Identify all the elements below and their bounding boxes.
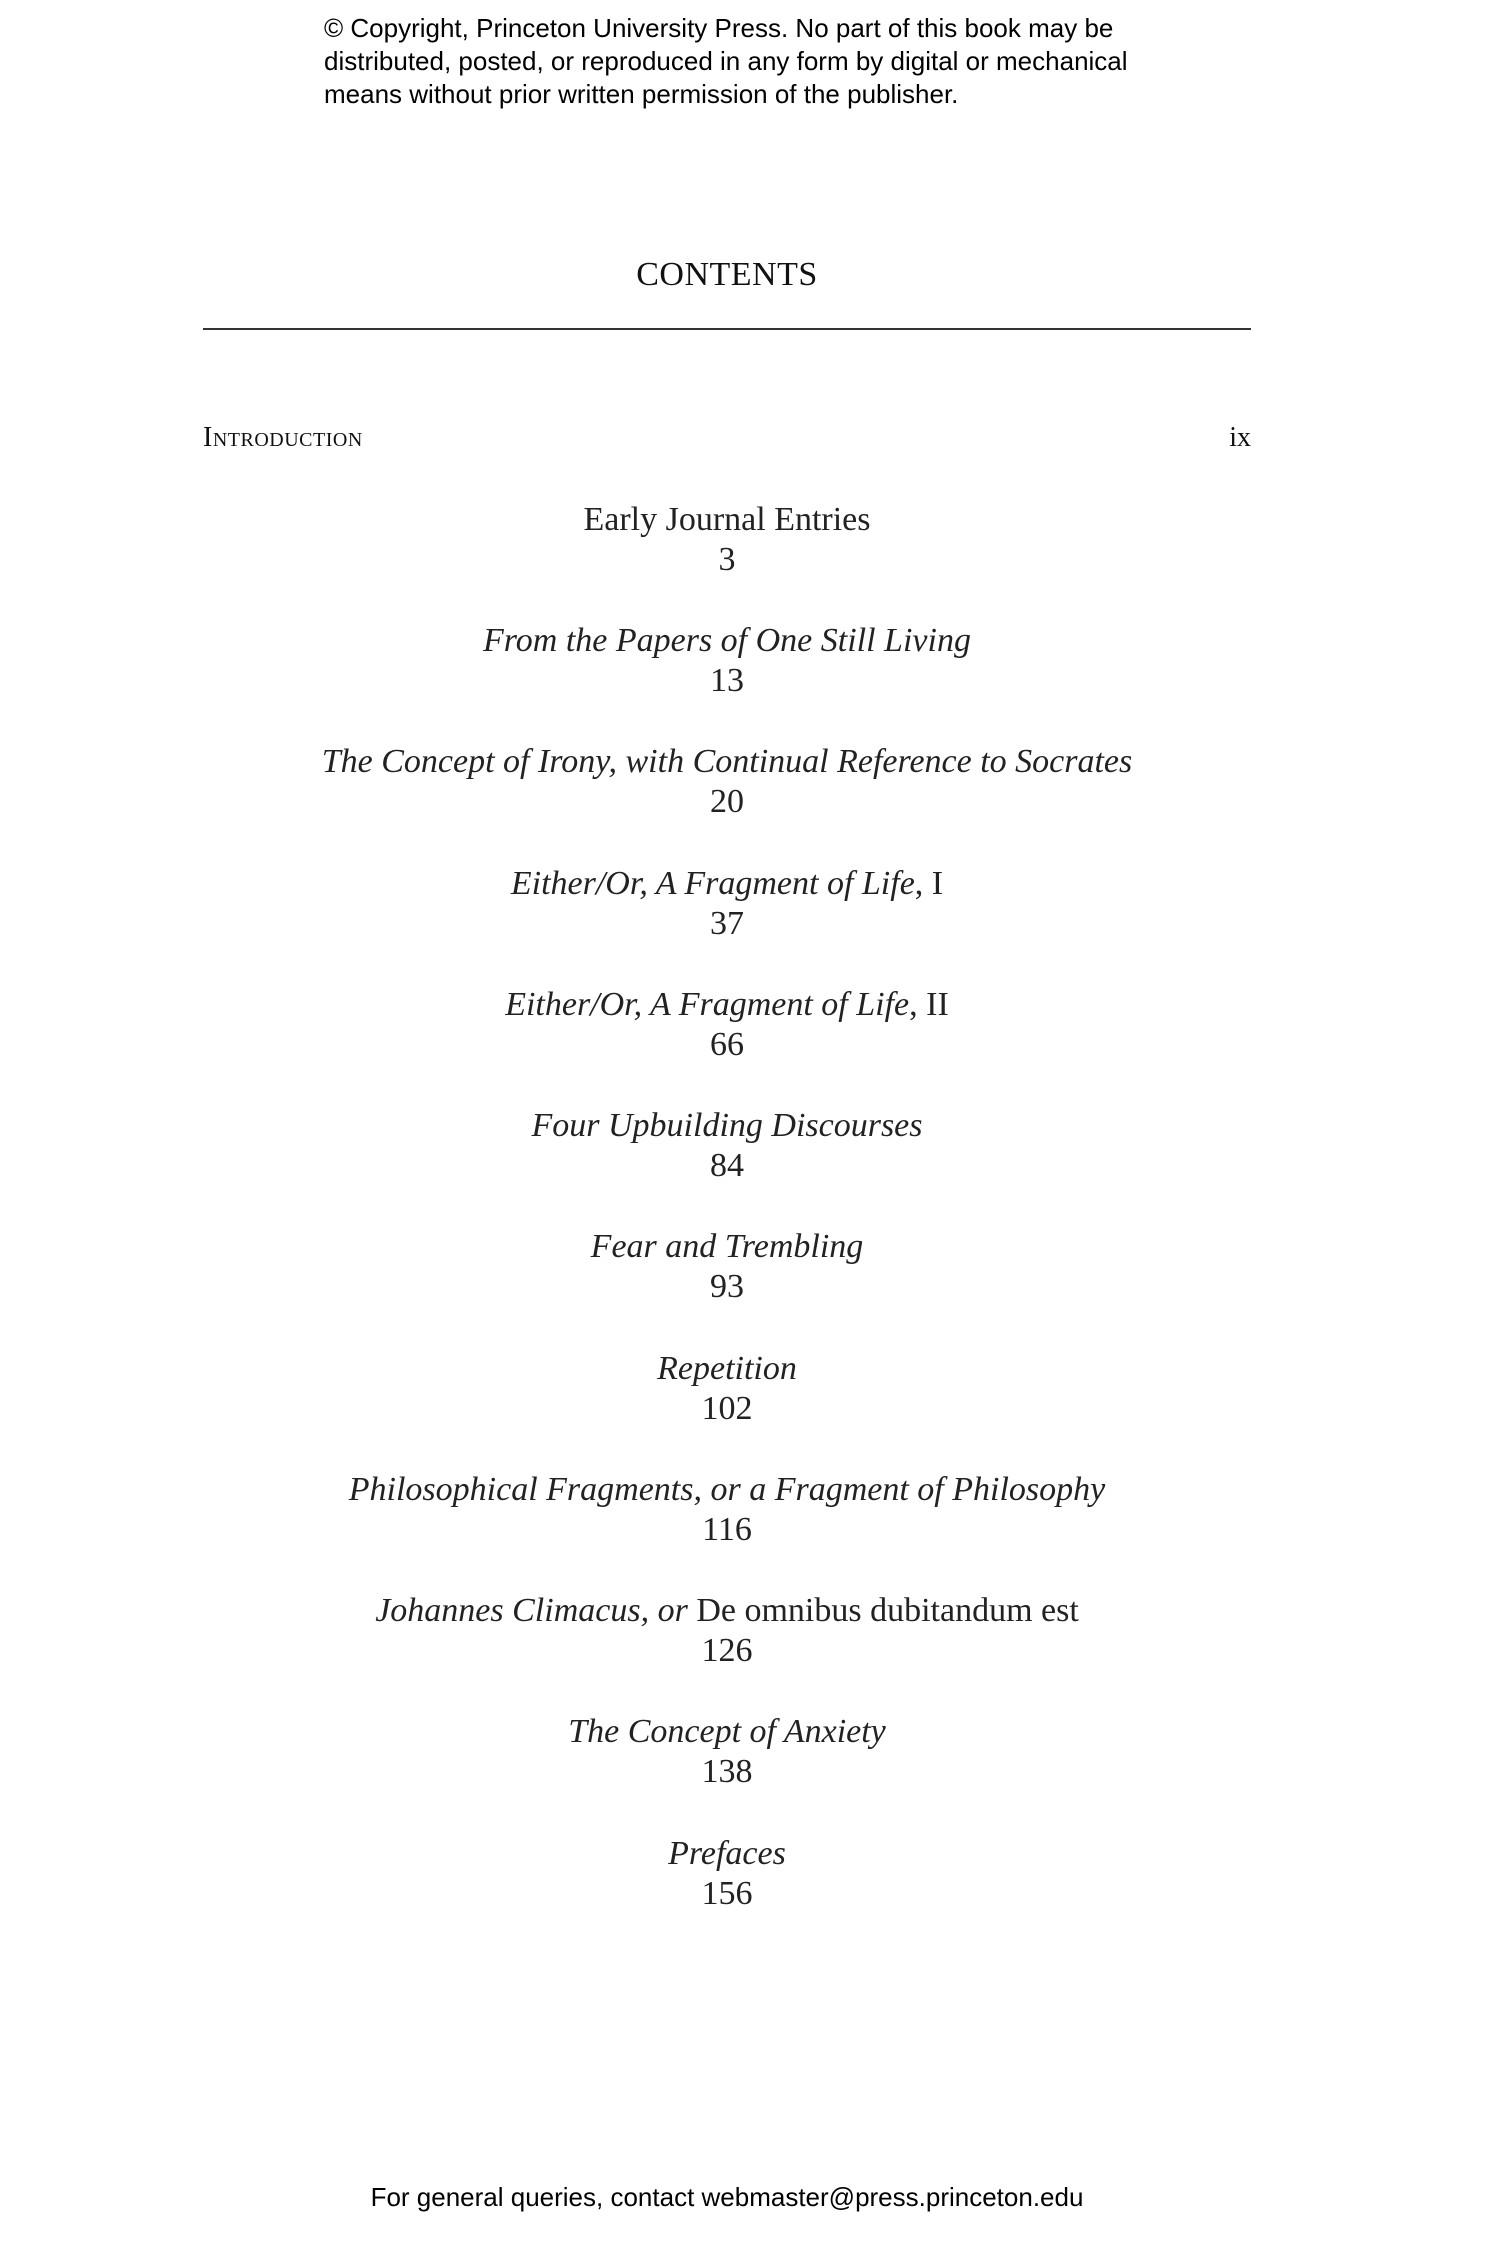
title-segment: Johannes Climacus, or [375,1592,697,1629]
toc-entry-title [0,1470,1454,1510]
title-segment: Four Upbuilding Discourses [531,1107,923,1144]
toc-entry-page: 102 [701,1390,753,1427]
toc-entry[interactable] [0,621,1454,701]
toc-entry-title [0,1106,1454,1146]
toc-introduction-page: ix [1229,422,1251,453]
toc-entry-title [0,621,1454,661]
toc-entry[interactable] [0,1470,1454,1550]
toc-entry-page: 116 [702,1511,752,1548]
title-segment: The Concept of Anxiety [568,1713,886,1750]
toc-entry-title [0,1834,1454,1874]
title-segment: , II [909,986,949,1023]
toc-entry-page: 37 [710,905,744,942]
toc-entry-title [0,1591,1454,1631]
toc-introduction-label: Introduction [203,422,363,453]
title-segment: Either/Or, A Fragment of Life [505,986,910,1023]
toc-entry-title [0,1349,1454,1389]
page-title: CONTENTS [636,256,818,293]
toc-entry[interactable] [0,742,1454,822]
toc-entry-title [0,500,1454,540]
copyright-line: distributed, posted, or reproduced in any form by digital or mechanical [324,46,1128,76]
toc-entry-page: 66 [710,1026,744,1063]
title-segment: Philosophical Fragments, or a Fragment of Philosophy [348,1471,1106,1508]
title-segment: Either/Or, A Fragment of Life [510,865,915,902]
copyright-line: © Copyright, Princeton University Press. No part of this book may be [324,13,1114,43]
title-rule [203,328,1251,330]
toc-entry-page: 84 [710,1147,744,1184]
toc-entry[interactable] [0,1227,1454,1307]
toc-entry[interactable] [0,1106,1454,1186]
title-segment: , I [914,865,944,902]
toc-entry-page: 156 [701,1875,753,1912]
toc-entry-title [0,1712,1454,1752]
toc-entry-page: 126 [701,1632,753,1669]
toc-entry-page: 138 [701,1753,753,1790]
toc-entry-page: 3 [718,541,736,578]
toc-entry[interactable] [0,500,1454,580]
title-segment: Repetition [657,1350,797,1387]
toc-entry-title [0,985,1454,1025]
toc-entry[interactable] [0,1712,1454,1792]
toc-entry[interactable] [0,985,1454,1065]
title-segment: From the Papers of One Still Living [483,622,971,659]
toc-introduction[interactable] [203,422,1251,454]
title-segment: De omnibus dubitandum est [696,1592,1079,1629]
title-segment: Early Journal Entries [583,501,871,538]
toc-entry[interactable] [0,1834,1454,1914]
toc-entry-title [0,1227,1454,1267]
toc-entry-title [0,864,1454,904]
footer-contact: For general queries, contact webmaster@press.princeton.edu [370,2182,1084,2212]
copyright-notice [324,12,1128,111]
toc-entry[interactable] [0,1591,1454,1671]
title-segment: Fear and Trembling [590,1228,864,1265]
title-segment: The Concept of Irony, with Continual Reference to Socrates [321,743,1133,780]
title-segment: Prefaces [668,1835,786,1872]
toc-entry[interactable] [0,1349,1454,1429]
toc-entry-title [0,742,1454,782]
toc-entry-page: 93 [710,1268,744,1305]
toc-entry-page: 20 [710,783,744,820]
toc-entry-page: 13 [710,662,744,699]
copyright-line: means without prior written permission of the publisher. [324,79,959,109]
toc-entry[interactable] [0,864,1454,944]
